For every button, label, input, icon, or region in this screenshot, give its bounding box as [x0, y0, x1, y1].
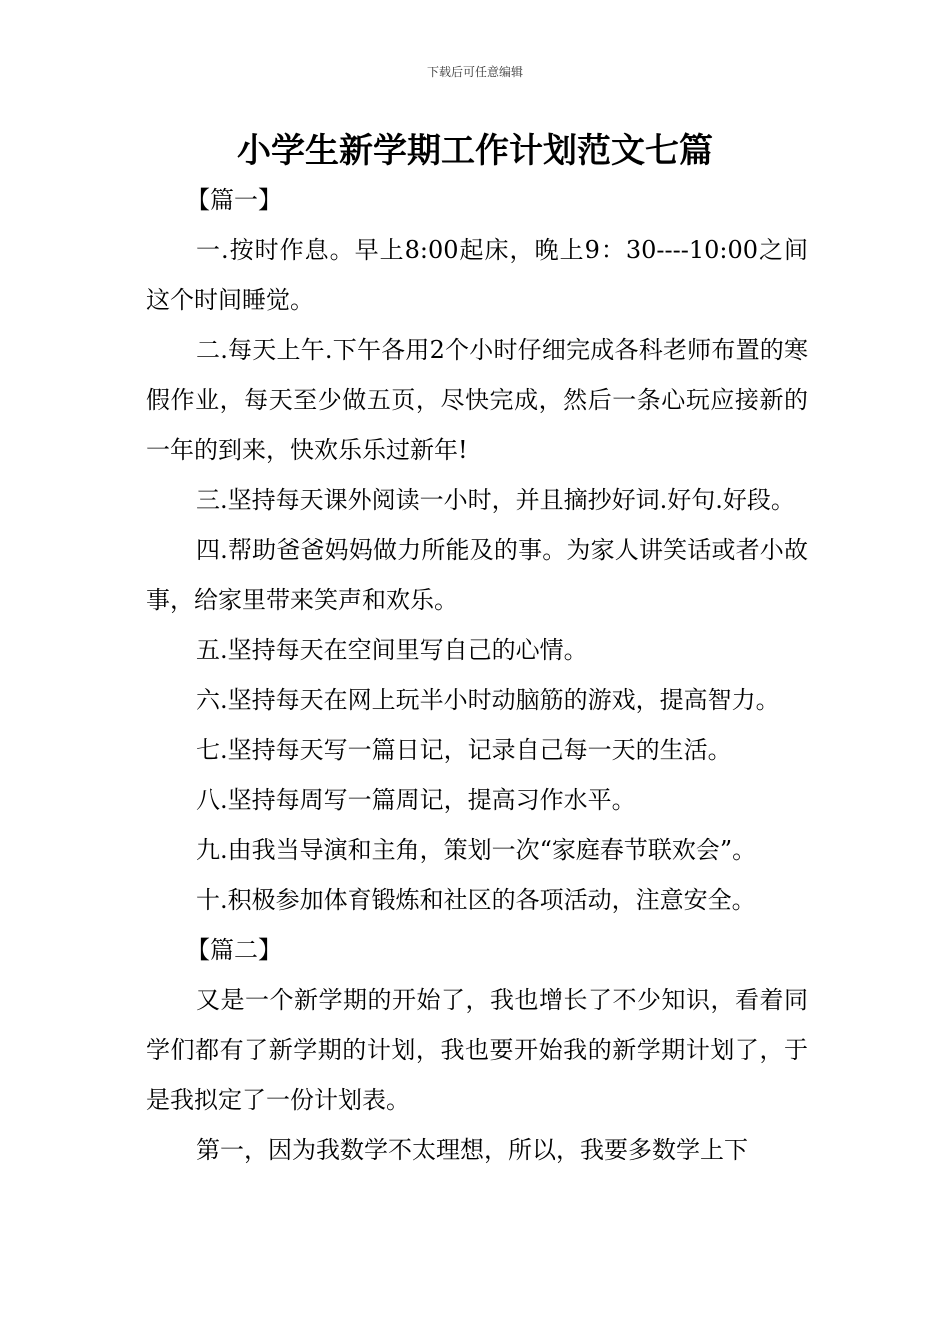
header-note: 下载后可任意编辑 — [426, 65, 523, 79]
section-heading-1: 【篇一】 — [186, 186, 282, 214]
paragraph: 一.按时作息。早上8:00起床，晚上9：30----10:00之间这个时间睡觉。 — [146, 236, 808, 314]
paragraph: 三.坚持每天课外阅读一小时，并且摘抄好词.好句.好段。 — [196, 486, 795, 514]
paragraph: 五.坚持每天在空间里写自己的心情。 — [196, 636, 588, 664]
paragraph: 四.帮助爸爸妈妈做力所能及的事。为家人讲笑话或者小故事，给家里带来笑声和欢乐。 — [146, 536, 808, 614]
paragraph: 第一，因为我数学不太理想，所以，我要多数学上下 — [196, 1136, 748, 1164]
paragraph: 九.由我当导演和主角，策划一次“家庭春节联欢会”。 — [196, 836, 757, 864]
document-body — [146, 175, 808, 1175]
section-heading-2: 【篇二】 — [186, 936, 282, 964]
paragraph: 二.每天上午.下午各用2个小时仔细完成各科老师布置的寒假作业，每天至少做五页，尽快完成，然后一条心玩应接新的一年的到来，快欢乐乐过新年! — [146, 336, 808, 464]
paragraph: 又是一个新学期的开始了，我也增长了不少知识，看着同学们都有了新学期的计划，我也要开始我的新学期计划了，于是我拟定了一份计划表。 — [146, 986, 808, 1114]
paragraph: 十.积极参加体育锻炼和社区的各项活动，注意安全。 — [196, 886, 756, 914]
paragraph: 六.坚持每天在网上玩半小时动脑筋的游戏，提高智力。 — [196, 686, 780, 714]
paragraph: 八.坚持每周写一篇周记，提高习作水平。 — [196, 786, 636, 814]
paragraph: 七.坚持每天写一篇日记，记录自己每一天的生活。 — [196, 736, 732, 764]
document-title: 小学生新学期工作计划范文七篇 — [237, 131, 713, 171]
